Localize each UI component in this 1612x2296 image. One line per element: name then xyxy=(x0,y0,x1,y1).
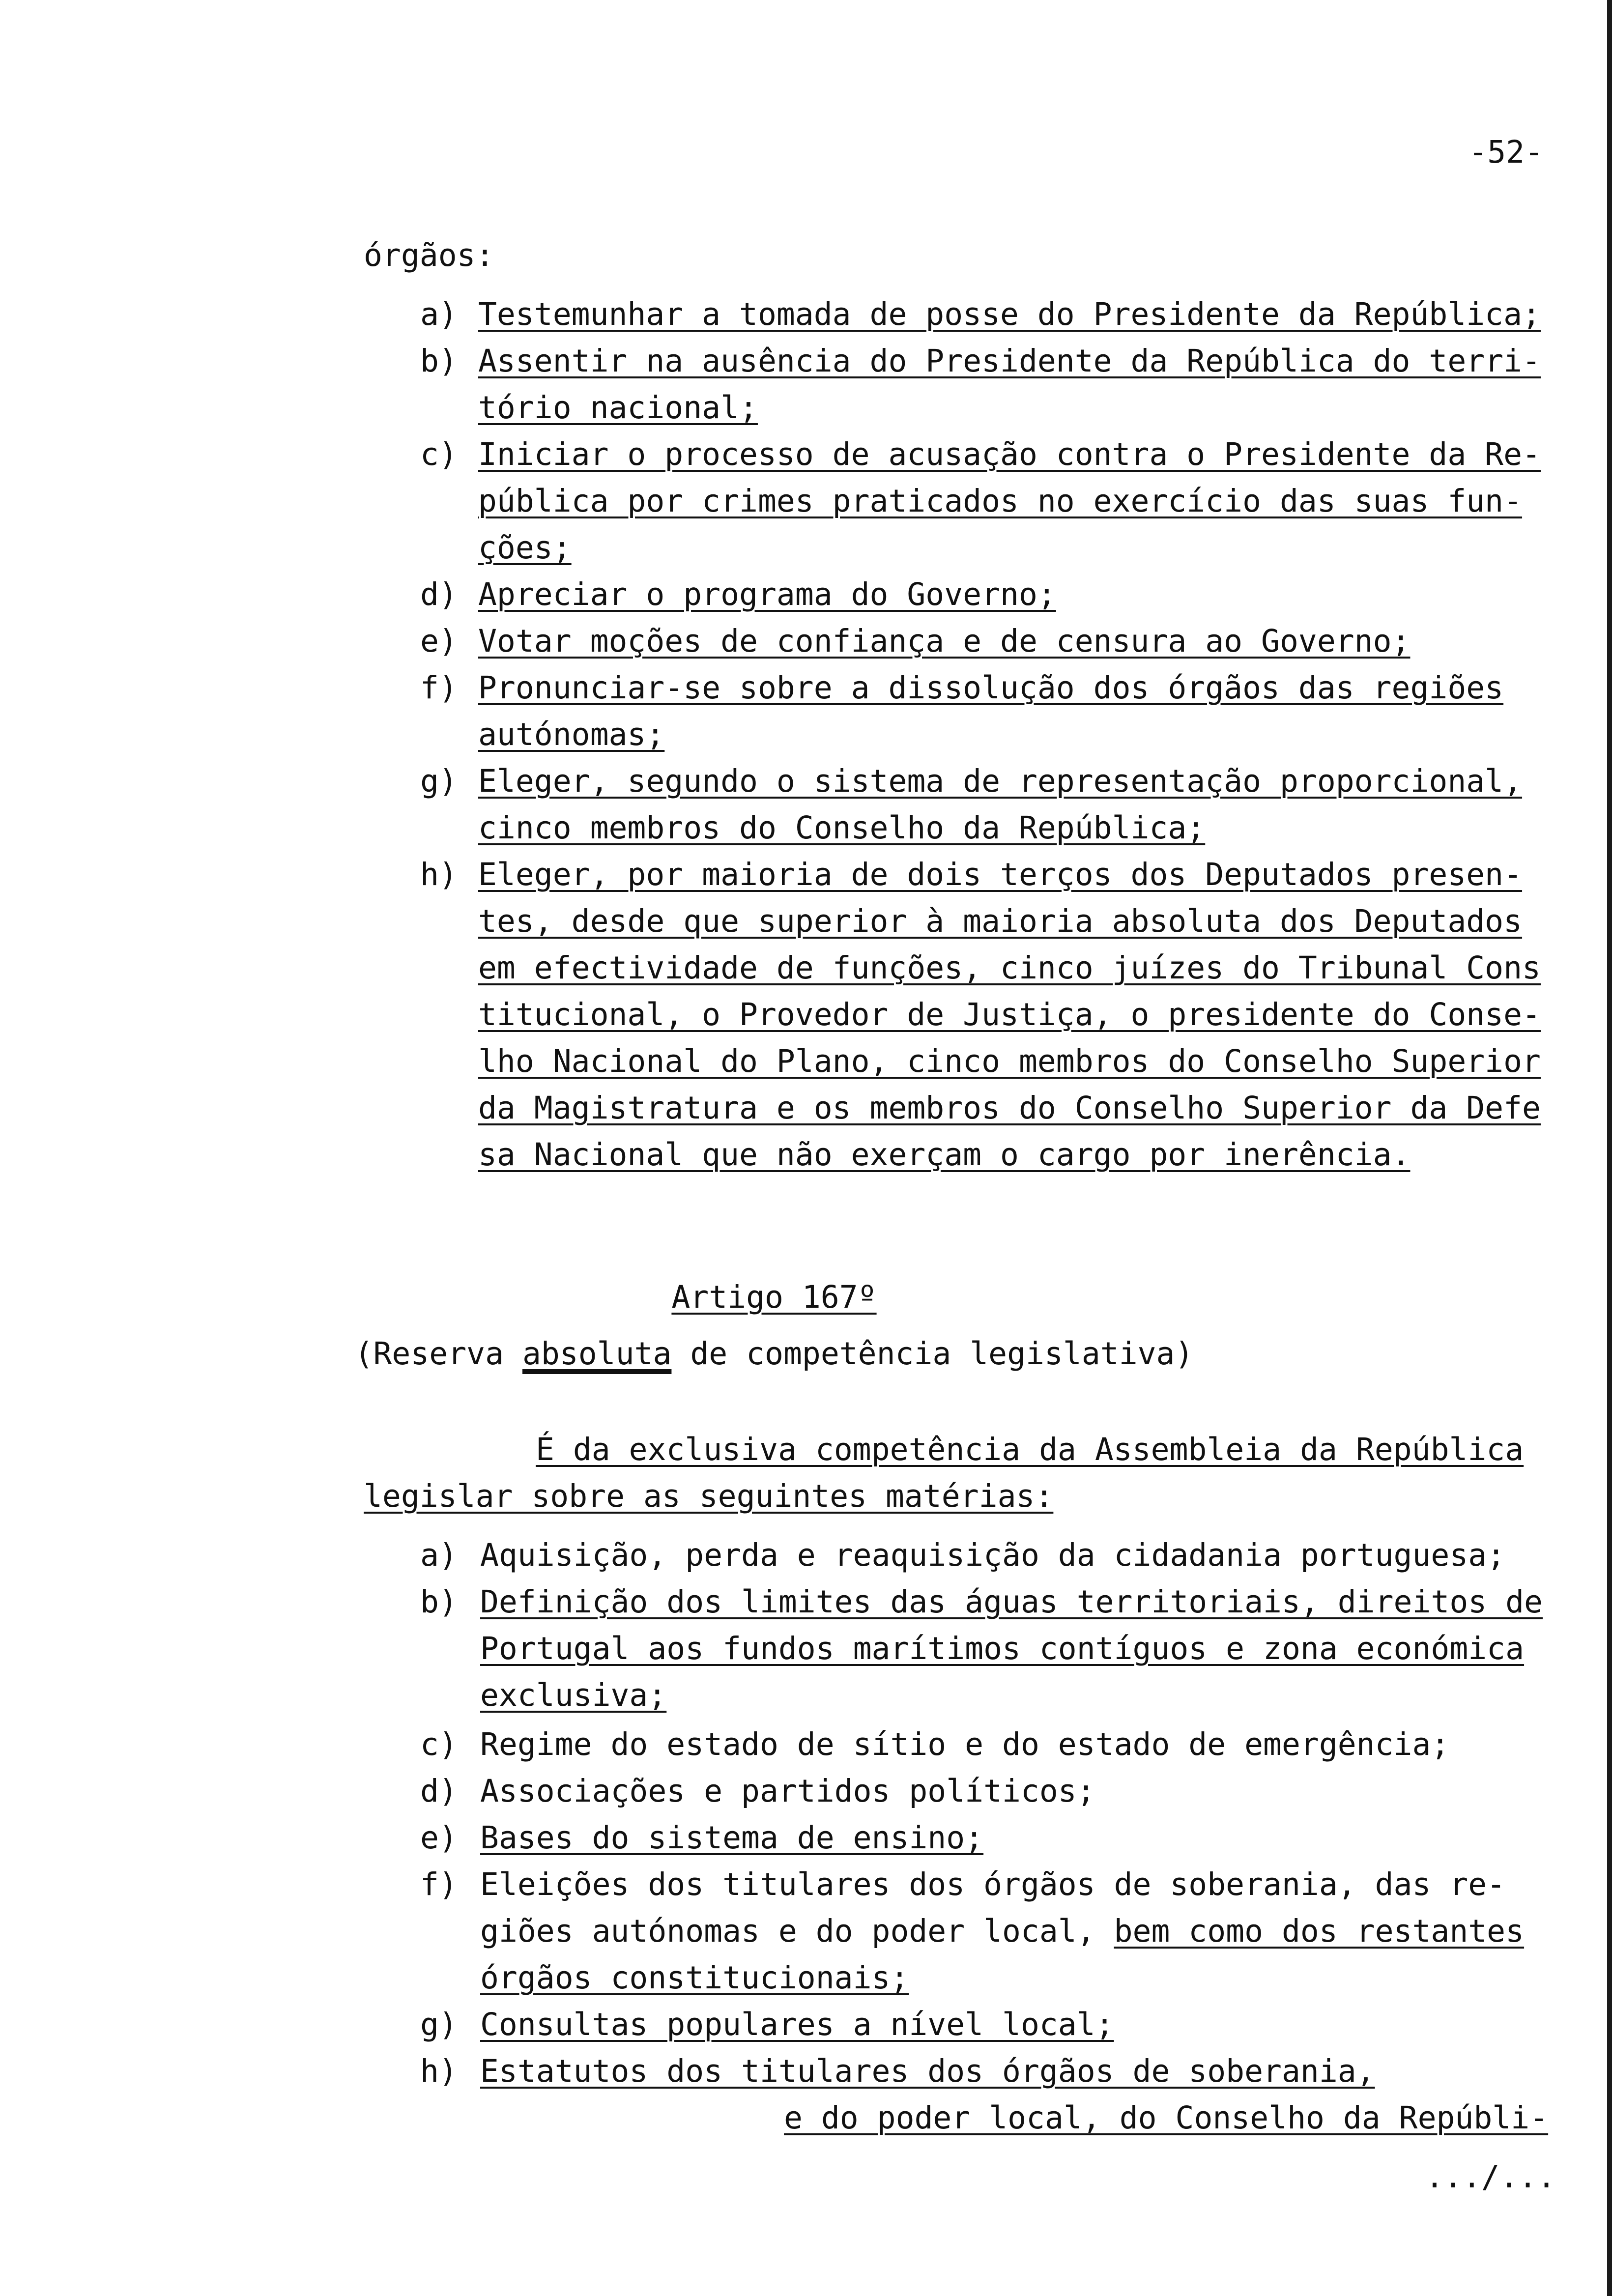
item-line: Iniciar o processo de acusação contra o Presidente da Re- xyxy=(478,436,1541,472)
continuation-mark: .../... xyxy=(1425,2159,1556,2195)
subtitle-before: (Reserva xyxy=(354,1336,522,1372)
item-line: Definição dos limites das águas territoriais, direitos de xyxy=(480,1584,1543,1620)
item-line: Testemunhar a tomada de posse do Presidente da República; xyxy=(478,296,1541,332)
item-line: lho Nacional do Plano, cinco membros do Conselho Superior xyxy=(478,1043,1541,1079)
item-line: Pronunciar-se sobre a dissolução dos órgãos das regiões xyxy=(478,670,1504,706)
item-label: e) xyxy=(420,623,458,659)
item-line: Votar moções de confiança e de censura ao Governo; xyxy=(478,623,1410,659)
item-label: f) xyxy=(420,670,458,706)
intro-text: órgãos: xyxy=(364,237,494,273)
item-line: Eleger, segundo o sistema de representação proporcional, xyxy=(478,763,1523,799)
item-line: da Magistratura e os membros do Conselho Superior da Defe xyxy=(478,1090,1541,1126)
item-line: e do poder local, do Conselho da Repúbli- xyxy=(784,2100,1549,2136)
item-label: a) xyxy=(420,1537,458,1573)
item-line: tório nacional; xyxy=(478,390,758,426)
paragraph-line: legislar sobre as seguintes matérias: xyxy=(364,1478,1054,1514)
item-label: f) xyxy=(420,1866,458,1902)
item-line: Regime do estado de sítio e do estado de emergência; xyxy=(480,1726,1450,1762)
item-label: b) xyxy=(420,1584,458,1620)
article-title: Artigo 167º xyxy=(671,1279,877,1315)
item-line: sa Nacional que não exerçam o cargo por inerência. xyxy=(478,1137,1410,1173)
item-line: pública por crimes praticados no exercício das suas fun- xyxy=(478,483,1523,519)
item-line: cinco membros do Conselho da República; xyxy=(478,810,1206,846)
item-label: g) xyxy=(420,763,458,799)
item-line: Consultas populares a nível local; xyxy=(480,2007,1114,2042)
item-line: Bases do sistema de ensino; xyxy=(480,1820,984,1856)
item-label: b) xyxy=(420,343,458,379)
item-line-underlined: bem como dos restantes xyxy=(1114,1913,1525,1949)
item-line: Assentir na ausência do Presidente da República do terri- xyxy=(478,343,1541,379)
paragraph-line: É da exclusiva competência da Assembleia da República xyxy=(536,1432,1524,1467)
item-label: h) xyxy=(420,2053,458,2089)
item-line: Portugal aos fundos marítimos contíguos e zona económica xyxy=(480,1631,1525,1666)
subtitle-after: de competência legislativa) xyxy=(671,1336,1194,1372)
item-label: e) xyxy=(420,1820,458,1856)
item-line: Estatutos dos titulares dos órgãos de soberania, xyxy=(480,2053,1375,2089)
page-number: -52- xyxy=(1468,134,1543,170)
item-label: g) xyxy=(420,2007,458,2042)
item-line: titucional, o Provedor de Justiça, o presidente do Conse- xyxy=(478,997,1541,1033)
item-line: exclusiva; xyxy=(480,1677,667,1713)
item-line: autónomas; xyxy=(478,717,665,752)
item-line: em efectividade de funções, cinco juízes do Tribunal Cons xyxy=(478,950,1541,986)
item-line: Apreciar o programa do Governo; xyxy=(478,576,1056,612)
item-label: c) xyxy=(420,436,458,472)
item-line: Associações e partidos políticos; xyxy=(480,1773,1095,1809)
item-label: a) xyxy=(420,296,458,332)
item-line xyxy=(480,1912,1524,1951)
item-line: Aquisição, perda e reaquisição da cidadania portuguesa; xyxy=(480,1537,1506,1573)
page-edge xyxy=(1607,0,1612,2296)
item-line: órgãos constitucionais; xyxy=(480,1960,909,1996)
item-label: c) xyxy=(420,1726,458,1762)
subtitle-emphasis: absoluta xyxy=(522,1336,672,1372)
article-subtitle xyxy=(0,1334,1548,1374)
item-line: tes, desde que superior à maioria absoluta dos Deputados xyxy=(478,903,1523,939)
item-line: Eleições dos titulares dos órgãos de soberania, das re- xyxy=(480,1866,1506,1902)
item-line: Eleger, por maioria de dois terços dos Deputados presen- xyxy=(478,857,1523,892)
item-line-plain: giões autónomas e do poder local, xyxy=(480,1913,1114,1949)
item-label: h) xyxy=(420,857,458,892)
item-label: d) xyxy=(420,1773,458,1809)
item-label: d) xyxy=(420,576,458,612)
item-line: ções; xyxy=(478,530,572,566)
